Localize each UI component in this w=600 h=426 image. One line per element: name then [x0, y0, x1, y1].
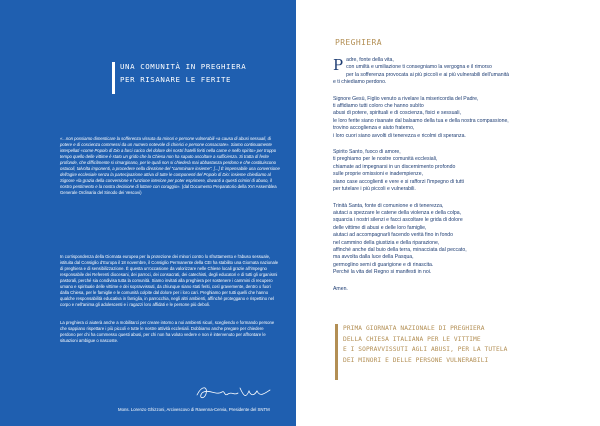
prayer-line: ti preghiamo per le nostre comunità ecclesiali, [333, 156, 438, 163]
prayer-line: i loro cuori siano avvolti di tenerezza e ricolmi di speranza. [333, 132, 466, 139]
prayer-line: Spirito Santo, fuoco di amore, [333, 149, 401, 156]
amen: Amen. [333, 285, 348, 292]
title-line-2: PER RISANARE LE FERITE [120, 75, 232, 84]
prayer-line: per la sofferenza provocata ai più piccoli e ai più vulnerabili dell'umanità [346, 71, 510, 78]
footer-accent-bar [335, 324, 338, 380]
quote-text: «...non possiamo dimenticare la sofferenza vissuta da minori e persone vulnerabili «a causa di abusi sessuali, di potere e di coscienza commessi da un numero notevole di chierici e persone consacrate». Siamo continuamente interpellati «come Popolo di Dio a farci carico del dolore dei nostri fratelli feriti nella carne e nello spirito» per troppo tempo quello delle vittime è stato un grido che la Chiesa non ha saputo ascoltare a sufficienza. Si tratta di ferite profonde, che difficilmente si rimarginano, per le quali non si chiederà mai abbastanza perdono e che costituiscono ostacoli, talvolta imponenti, a procedere nella direzione del "camminare insieme". [...] È impensabile una conversione dell'agire ecclesiale senza la partecipazione attiva di tutte le componenti del Popolo di Dio: insieme chiediamo al Signore «la grazia della conversione e l'unzione interiore per poter esprimere, davanti a questi crimini di abuso, il nostro pentimento e la nostra decisione di lottare con coraggio». [60, 136, 280, 190]
prayer-line: delle vittime di abusi e delle loro famiglie, [333, 224, 427, 231]
prayer-line: affinché anche dal buio della terra, minacciata dal peccato, [333, 246, 467, 253]
prayer-line: le loro ferite siano risanate dal balsamo della tua e della nostra compassione, [333, 117, 509, 124]
prayer-line: siano case accoglienti e vere e si rafforzi l'impegno di tutti [333, 178, 464, 185]
prayer-heading: PREGHIERA [335, 38, 382, 47]
footer-line-2: DELLA CHIESA ITALIANA PER LE VITTIME [343, 335, 481, 343]
prayer-line: Perché la vita del Regno si manifesti in noi. [333, 269, 432, 276]
footer-line-1: PRIMA GIORNATA NAZIONALE DI PREGHIERA [343, 325, 485, 332]
prayer-line: Trinità Santa, fonte di comunione e di tenerezza, [333, 202, 444, 209]
signer-caption: Mons. Lorenzo Ghizzoni, Arcivescovo di Ravenna-Cervia, Presidente del SNTM [118, 407, 270, 412]
prayer-line: aiutaci ad accompagnarli facendo verità fino in fondo [333, 232, 454, 239]
drop-cap: P [333, 56, 344, 74]
prayer-line: ti affidiamo tutti coloro che hanno subìto [333, 103, 424, 110]
signature-image [194, 382, 274, 402]
stanza-padre [333, 56, 568, 87]
prayer-line: germoglino semi di guarigione e di rinascita. [333, 261, 434, 268]
prayer-line: nel cammino della giustizia e della riparazione, [333, 239, 440, 246]
stanza-gesu [333, 96, 568, 140]
prayer-line: ma avvolta dalla luce della Pasqua, [333, 254, 414, 261]
prayer-line: trovino accoglienza e aiuto fraterno, [333, 125, 415, 132]
prayer-line: e ti chiediamo perdono. [333, 79, 387, 86]
prayer-line: aiutaci a spezzare le catene della violenza e della colpa, [333, 209, 462, 216]
prayer-line: adre, fonte della vita, [346, 57, 394, 63]
prayer-line: abusi di potere, spirituali e di coscienza, fisici e sessuali, [333, 110, 462, 117]
event-title-footer [343, 324, 588, 366]
prayer-line: sulle proprie omissioni e inadempienze, [333, 171, 424, 178]
prayer-line: con umiltà e umiliazione ti consegniamo la vergogna e il rimorso [346, 64, 492, 71]
stanza-trinita [333, 203, 568, 277]
prayer-line: Signore Gesù, Figlio venuto a rivelare la misericordia del Padre, [333, 95, 479, 102]
quote-source: (dal Documento Preparatorio della XVI Assemblea Generale Ordinaria del Sinodo dei Vescovi) [60, 184, 277, 196]
title-line-1: UNA COMUNITÀ IN PREGHIERA [120, 62, 247, 71]
paragraph-preghiera: La preghiera ci aiuterà anche a mobilitarci per creare intorno a noi ambienti sicuri, scegliendo e formando persone che sappiano rispettare i più piccoli e tutte le nostre attività ecclesiali. Dobbiamo anche pregare per chiedere perdono per chi ha commesso questi abusi, per chi non ha voluto vedere e non è intervenuto per affrontare le situazioni ambigue o nascoste. [60, 320, 275, 344]
left-page [0, 0, 296, 426]
page-title [120, 60, 290, 86]
footer-line-3: E I SOPRAVVISSUTI AGLI ABUSI, PER LA TUTELA [343, 346, 508, 354]
paragraph-giornata: In corrispondenza della Giornata europea per la protezione dei minori contro lo sfruttamento e l'abuso sessuale, istituita dal Consiglio d'Europa il 18 novembre, il Consiglio Permanente della CEI ha stabilito una Giornata nazionale di preghiera e di sensibilizzazione. È questa un'occasione da valorizzare nelle Chiese locali grazie all'impegno responsabile dei Referenti diocesani, dei parroci, dei consacrati, dei catechisti, degli educatori e di tutti gli organismi pastorali, perché sia condivisa tutta la comunità. Siamo invitati alla preghiera per sostenere i cammini di recupero umano e spirituale delle vittime e dei sopravvissuti, da chiunque siano stati feriti, così gravemente, dentro o fuori dalla Chiesa, per le famiglie e le comunità colpite dal dolore per i loro cari. Preghiamo per tutti quelli che hanno qualche responsabilità educativa in famiglia, in parrocchia, negli altri ambienti, affinché proteggano e rispettino nel corpo e nell'anima gli adolescenti e i ragazzi loro affidati e le persone più deboli. [60, 254, 279, 308]
prayer-line: per tutelare i più piccoli e vulnerabili. [333, 186, 416, 193]
stanza-spirito [333, 149, 568, 193]
prayer-line: chiamate ad impegnarsi in un discernimento profondo [333, 163, 456, 170]
footer-line-4: DEI MINORI E DELLE PERSONE VULNERABILI [343, 356, 489, 364]
quote-block [60, 136, 280, 196]
title-accent-bar [112, 62, 115, 94]
prayer-line: squarcia i nostri silenzi e facci ascoltare le grida di dolore [333, 217, 463, 224]
right-page [304, 0, 600, 426]
prayer-text [333, 56, 568, 293]
